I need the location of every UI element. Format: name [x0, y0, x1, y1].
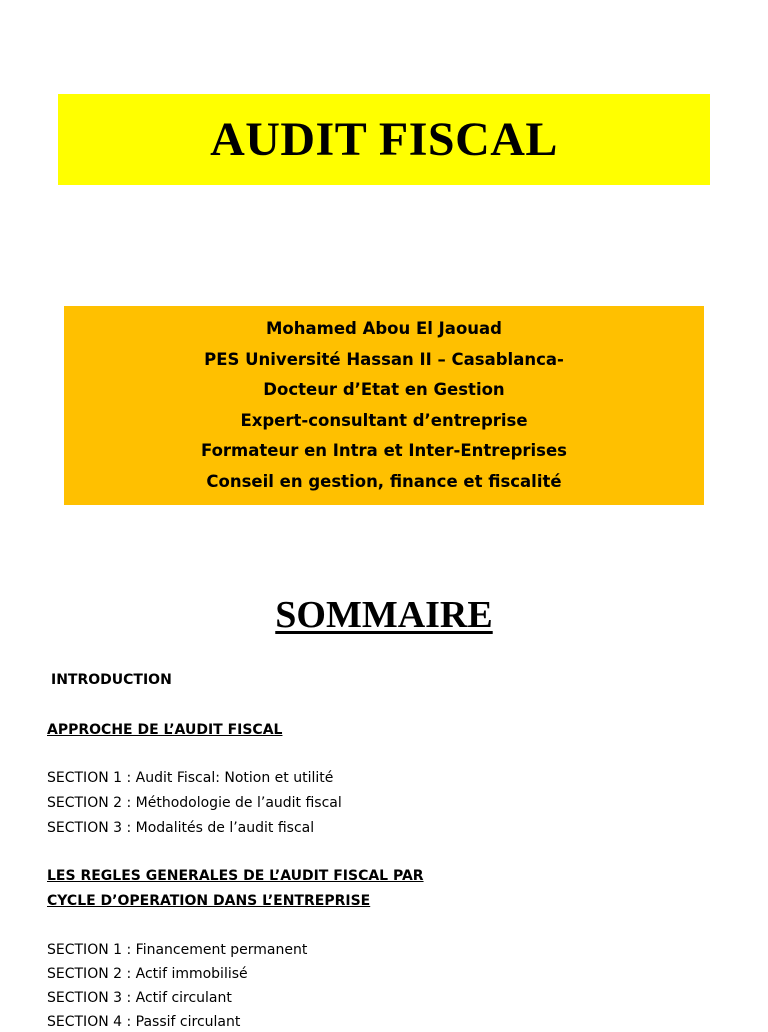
toc-part1-section-3: SECTION 3 : Modalités de l’audit fiscal	[47, 820, 315, 836]
author-info-box	[64, 306, 704, 505]
title-banner	[58, 94, 710, 185]
toc-introduction: INTRODUCTION	[51, 672, 172, 688]
toc-part2-section-2: SECTION 2 : Actif immobilisé	[47, 966, 248, 982]
toc-part1-section-2: SECTION 2 : Méthodologie de l’audit fiscal	[47, 795, 342, 811]
sommaire-heading: SOMMAIRE	[275, 594, 493, 636]
toc-part2-heading-line2: CYCLE D’OPERATION DANS L’ENTREPRISE	[47, 893, 371, 909]
document-title: AUDIT FISCAL	[210, 113, 558, 166]
toc-part2-heading-line1: LES REGLES GENERALES DE L’AUDIT FISCAL PAR	[47, 868, 424, 884]
author-name: Mohamed Abou El Jaouad	[266, 319, 502, 338]
toc-part1-section-1: SECTION 1 : Audit Fiscal: Notion et utilité	[47, 770, 334, 786]
author-degree: Docteur d’Etat en Gestion	[263, 380, 505, 399]
author-role-trainer: Formateur en Intra et Inter-Entreprises	[200, 441, 568, 460]
toc-part2-section-3: SECTION 3 : Actif circulant	[47, 990, 232, 1006]
toc-part1-heading: APPROCHE DE L’AUDIT FISCAL	[47, 722, 283, 738]
author-role-consultant: Expert-consultant d’entreprise	[240, 410, 528, 430]
author-role-advisor: Conseil en gestion, finance et fiscalité	[206, 471, 562, 491]
author-affiliation: PES Université Hassan II – Casablanca-	[204, 349, 564, 369]
toc-part2-section-1: SECTION 1 : Financement permanent	[47, 942, 308, 958]
toc-part2-section-4: SECTION 4 : Passif circulant	[47, 1014, 241, 1030]
